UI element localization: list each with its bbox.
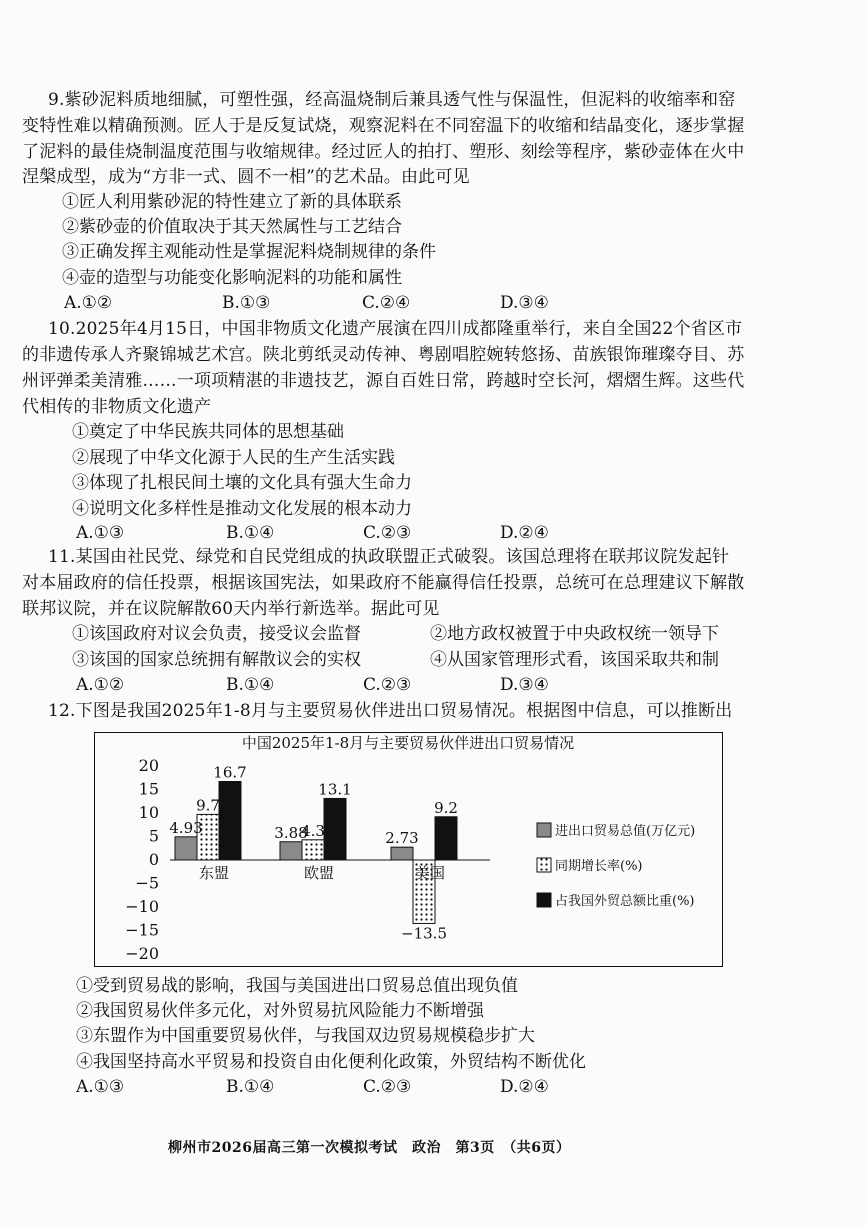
q12-choice-c[interactable]: C.②③ [363,1077,412,1097]
q10-stem-line-4: 代相传的非物质文化遗产 [22,397,212,417]
q12-choice-d[interactable]: D.②④ [500,1077,549,1097]
data-label: 2.73 [385,829,419,848]
q11-item-2: ②地方政权被置于中央政权统一领导下 [430,624,719,644]
y-tick-label: −15 [125,920,159,940]
category-label: 欧盟 [304,864,335,882]
q10-item-3: ③体现了扎根民间土壤的文化具有强大生命力 [72,473,412,493]
q9-item-1: ①匠人利用紫砂泥的特性建立了新的具体联系 [62,192,402,212]
q9-stem-line-2: 变特性难以精确预测。匠人于是反复试烧，观察泥料在不同窑温下的收缩和结晶变化，逐步掌握 [22,116,745,136]
q11-choice-c[interactable]: C.②③ [363,675,412,695]
legend-label: 同期增长率(%) [555,859,643,874]
category-label: 美国 [415,864,446,882]
q10-item-1: ①奠定了中华民族共同体的思想基础 [72,422,344,442]
q12-item-4: ④我国坚持高水平贸易和投资自由化便利化政策，外贸结构不断优化 [76,1052,586,1072]
trade-chart [94,732,723,967]
q9-item-4: ④壶的造型与功能变化影响泥料的功能和属性 [62,268,402,288]
y-tick-label: −5 [135,873,159,893]
q10-choice-d[interactable]: D.②④ [500,523,549,543]
y-tick-label: −20 [125,944,159,963]
category-label: 东盟 [199,864,230,882]
q10-stem-line-2: 的非遗传承人齐聚锦城艺术宫。陕北剪纸灵动传神、粤剧唱腔婉转悠扬、苗族银饰璀璨夺目、苏 [22,345,745,365]
q11-stem-line-2: 对本届政府的信任投票，根据该国宪法，如果政府不能赢得信任投票，总统可在总理建议下解散 [22,573,745,593]
bar [435,817,457,860]
q9-choice-b[interactable]: B.①③ [222,293,271,313]
q10-choice-a[interactable]: A.①③ [76,523,125,543]
data-label: 4.3 [301,821,325,840]
q9-stem-line-4: 涅槃成型，成为“方非一式、圆不一相”的艺术品。由此可见 [22,167,470,187]
legend-label: 占我国外贸总额比重(%) [555,894,695,909]
bar [219,782,241,860]
bar [175,837,197,860]
q9-stem-line-3: 了泥料的最佳烧制温度范围与收缩规律。经过匠人的拍打、塑形、刻绘等程序，紫砂壶体在火中 [22,142,745,162]
q12-stem-line-1: 12.下图是我国2025年1-8月与主要贸易伙伴进出口贸易情况。根据图中信息，可以推断出 [48,701,733,721]
q11-choice-a[interactable]: A.①② [76,675,125,695]
trade-chart-svg [95,733,721,965]
data-label: 16.7 [213,763,247,782]
q10-stem-line-1: 10.2025年4月15日，中国非物质文化遗产展演在四川成都隆重举行，来自全国22个省区市 [48,319,743,339]
bar [302,840,324,860]
y-tick-label: 15 [138,779,159,799]
bar [324,798,346,860]
data-label: 4.93 [169,818,203,837]
q9-item-3: ③正确发挥主观能动性是掌握泥料烧制规律的条件 [62,242,436,262]
q9-choice-c[interactable]: C.②④ [362,293,411,313]
legend-label: 进出口贸易总值(万亿元) [555,824,696,839]
q10-item-4: ④说明文化多样性是推动文化发展的根本动力 [72,499,412,519]
bar [280,842,302,860]
chart-title: 中国2025年1-8月与主要贸易伙伴进出口贸易情况 [241,734,575,752]
q12-item-3: ③东盟作为中国重要贸易伙伴，与我国双边贸易规模稳步扩大 [76,1026,535,1046]
q10-choice-b[interactable]: B.①④ [226,523,275,543]
q9-item-2: ②紫砂壶的价值取决于其天然属性与工艺结合 [62,217,402,237]
q12-item-1: ①受到贸易战的影响，我国与美国进出口贸易总值出现负值 [76,976,518,996]
q11-stem-line-1: 11.某国由社民党、绿党和自民党组成的执政联盟正式破裂。该国总理将在联邦议院发起针 [48,547,730,567]
bar [391,847,413,860]
legend-swatch [537,858,551,872]
q11-item-3: ③该国的国家总统拥有解散议会的实权 [72,650,361,670]
q11-stem-line-3: 联邦议院，并在议院解散60天内举行新选举。据此可见 [22,599,440,619]
data-label: 9.2 [434,798,458,817]
q10-stem-line-3: 州评弹柔美清雅……一项项精湛的非遗技艺，源自百姓日常，跨越时空长河，熠熠生辉。这些代 [22,371,745,391]
q9-stem-line-1: 9.紫砂泥料质地细腻，可塑性强，经高温烧制后兼具透气性与保温性，但泥料的收缩率和窑 [48,90,736,110]
page-footer: 柳州市2026届高三第一次模拟考试 政治 第3页 （共6页） [168,1140,571,1156]
q12-choice-b[interactable]: B.①④ [226,1077,275,1097]
y-tick-label: 5 [148,826,159,846]
q11-item-1: ①该国政府对议会负责，接受议会监督 [72,624,361,644]
q9-choice-d[interactable]: D.③④ [500,293,549,313]
q11-choice-d[interactable]: D.③④ [500,675,549,695]
legend-swatch [537,893,551,907]
y-tick-label: −10 [125,897,159,916]
y-tick-label: 20 [138,756,159,775]
q12-item-2: ②我国贸易伙伴多元化，对外贸易抗风险能力不断增强 [76,1001,484,1021]
y-tick-label: 0 [148,850,159,869]
q11-item-4: ④从国家管理形式看，该国采取共和制 [430,650,719,670]
y-tick-label: 10 [138,803,159,822]
legend-swatch [537,823,551,837]
q11-choice-b[interactable]: B.①④ [226,675,275,695]
data-label: 13.1 [318,780,352,799]
q10-item-2: ②展现了中华文化源于人民的生产生活实践 [72,448,395,468]
data-label: −13.5 [401,924,447,943]
data-label: 3.88 [274,823,308,842]
data-label: 9.7 [196,796,220,815]
q9-choice-a[interactable]: A.①② [64,293,113,313]
q10-choice-c[interactable]: C.②③ [363,523,412,543]
q12-choice-a[interactable]: A.①③ [76,1077,125,1097]
